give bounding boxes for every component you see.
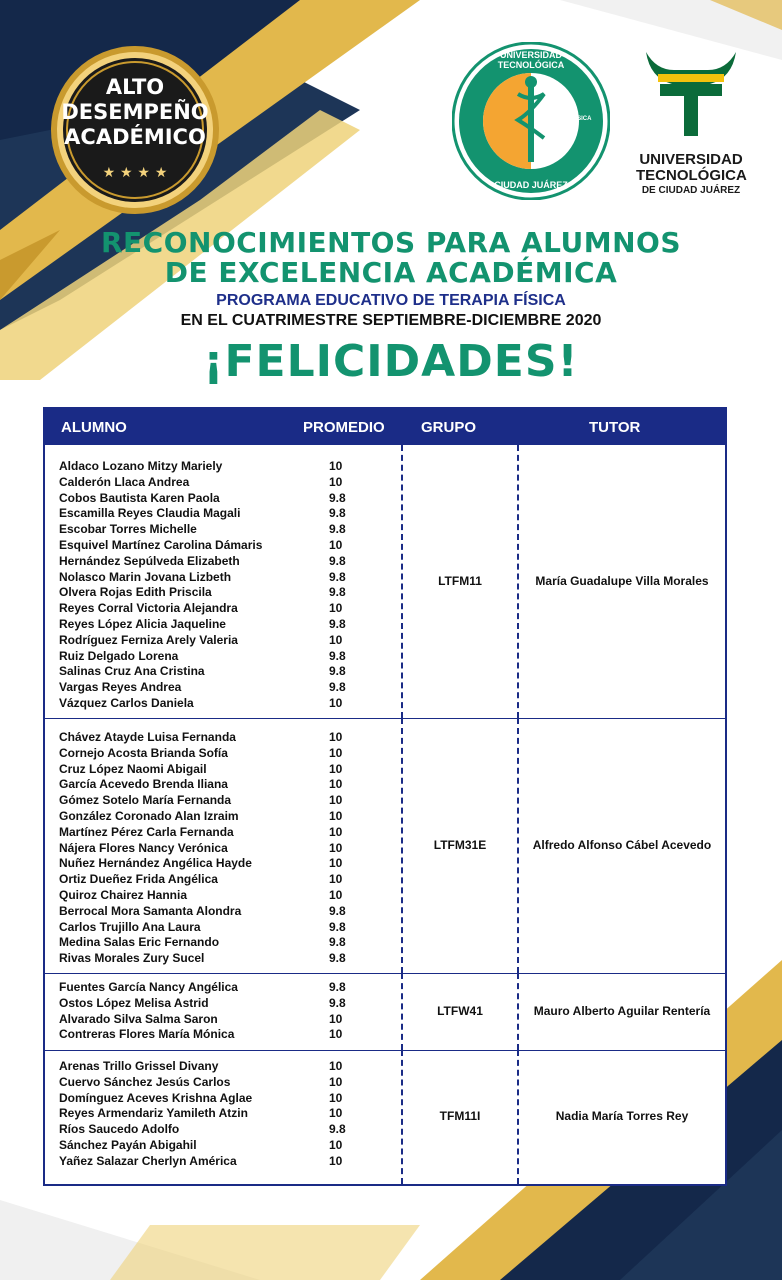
student-average: 10: [329, 1106, 343, 1121]
student-name: García Acevedo Brenda Iliana: [59, 777, 228, 792]
student-average: 10: [329, 730, 343, 744]
felicidades-heading: ¡FELICIDADES!: [203, 336, 579, 387]
students-table: [43, 407, 727, 1186]
student-average: 10: [329, 1090, 343, 1105]
period-subtitle: EN EL CUATRIMESTRE SEPTIEMBRE-DICIEMBRE 2020: [180, 312, 602, 329]
student-name: Hernández Sepúlveda Elizabeth: [59, 553, 240, 568]
student-average: 10: [329, 1027, 343, 1042]
terapia-fisica-logo: [452, 42, 610, 200]
group-code: LTFM11: [438, 573, 482, 588]
student-name: Vázquez Carlos Daniela: [59, 696, 194, 710]
badge-stars: ★ ★ ★ ★: [102, 165, 168, 181]
student-name: Nuñez Hernández Angélica Hayde: [59, 856, 252, 871]
student-average: 10: [329, 1074, 343, 1089]
student-average: 10: [329, 745, 343, 760]
student-average: 10: [329, 1153, 343, 1168]
table-header: [45, 409, 725, 445]
student-average: 10: [329, 1011, 343, 1026]
student-name: Escamilla Reyes Claudia Magali: [59, 506, 241, 521]
student-name: Reyes López Alicia Jaqueline: [59, 617, 226, 631]
header-promedio: PROMEDIO: [303, 419, 385, 436]
student-average: 9.8: [329, 919, 346, 934]
student-name: Contreras Flores María Mónica: [59, 1027, 235, 1042]
student-name: Nolasco Marin Jovana Lizbeth: [59, 569, 232, 584]
table-group: [45, 1050, 725, 1184]
student-average: 9.8: [329, 980, 346, 994]
student-name: Yañez Salazar Cherlyn América: [59, 1153, 237, 1168]
student-average: 10: [329, 1138, 343, 1152]
student-average: 10: [329, 840, 343, 855]
student-name: Gómez Sotelo María Fernanda: [59, 793, 232, 808]
student-name: Nájera Flores Nancy Verónica: [59, 840, 228, 855]
logo-circle-top-text: UNIVERSIDAD TECNOLÓGICA: [497, 50, 565, 70]
group-tutor: Mauro Alberto Aguilar Rentería: [533, 1003, 711, 1018]
group-code: TFM11I: [439, 1109, 481, 1123]
student-name: Ortiz Dueñez Frida Angélica: [59, 872, 218, 887]
student-average: 10: [329, 824, 343, 839]
student-name: Olvera Rojas Edith Priscila: [59, 585, 212, 600]
student-average: 9.8: [329, 553, 346, 568]
student-name: Calderón Llaca Andrea: [59, 474, 190, 489]
student-name: Berrocal Mora Samanta Alondra: [59, 903, 242, 918]
student-average: 10: [329, 761, 343, 776]
student-average: 9.8: [329, 951, 346, 966]
student-average: 10: [329, 1059, 343, 1073]
student-name: Cornejo Acosta Brianda Sofía: [59, 745, 228, 760]
student-name: Alvarado Silva Salma Saron: [59, 1011, 218, 1026]
utcj-line-1: UNIVERSIDAD: [639, 151, 743, 168]
header-grupo: GRUPO: [421, 419, 477, 436]
student-name: Quiroz Chairez Hannia: [59, 888, 188, 902]
student-name: Aldaco Lozano Mitzy Mariely: [59, 459, 223, 473]
group-tutor: María Guadalupe Villa Morales: [535, 573, 709, 588]
group-code: LTFM31E: [433, 837, 487, 852]
student-name: Cruz López Naomi Abigail: [59, 761, 207, 776]
alto-desempeno-badge: [46, 45, 224, 215]
student-name: González Coronado Alan Izraim: [59, 809, 239, 823]
student-average: 9.8: [329, 506, 346, 521]
student-name: Medina Salas Eric Fernando: [59, 935, 220, 950]
logo-circle-bottom-text: CIUDAD JUÁREZ: [494, 180, 568, 190]
student-name: Martínez Pérez Carla Fernanda: [59, 824, 234, 839]
student-name: Cobos Bautista Karen Paola: [59, 490, 220, 505]
student-average: 10: [329, 777, 343, 792]
student-name: Ríos Saucedo Adolfo: [59, 1122, 180, 1137]
student-average: 9.8: [329, 648, 346, 663]
student-average: 10: [329, 538, 343, 552]
table-group: [45, 718, 725, 974]
utcj-line-3: DE CIUDAD JUÁREZ: [641, 185, 741, 196]
student-average: 10: [329, 696, 343, 710]
student-name: Carlos Trujillo Ana Laura: [59, 919, 201, 934]
badge-line-2: DESEMPEÑO: [61, 100, 209, 124]
student-name: Sánchez Payán Abigahil: [59, 1138, 197, 1152]
student-name: Rivas Morales Zury Sucel: [59, 951, 205, 966]
badge-line-3: ACADÉMICO: [64, 125, 206, 149]
student-average: 10: [329, 809, 343, 823]
header-tutor: TUTOR: [589, 419, 641, 436]
utcj-line-2: TECNOLÓGICA: [636, 167, 747, 184]
student-average: 9.8: [329, 903, 346, 918]
student-name: Escobar Torres Michelle: [59, 522, 197, 537]
student-average: 10: [329, 632, 343, 647]
student-average: 9.8: [329, 935, 346, 950]
table-group: [45, 973, 725, 1051]
student-name: Reyes Armendariz Yamileth Atzin: [59, 1106, 248, 1121]
student-name: Fuentes García Nancy Angélica: [59, 980, 238, 994]
group-code: LTFW41: [437, 1003, 483, 1018]
student-average: 9.8: [329, 585, 346, 600]
student-name: Ostos López Melisa Astrid: [59, 995, 209, 1010]
student-name: Domínguez Aceves Krishna Aglae: [59, 1090, 253, 1105]
student-average: 10: [329, 793, 343, 808]
student-name: Rodríguez Ferniza Arely Valeria: [59, 632, 238, 647]
student-average: 10: [329, 459, 343, 473]
student-average: 9.8: [329, 664, 346, 679]
student-name: Chávez Atayde Luisa Fernanda: [59, 730, 236, 744]
header-alumno: ALUMNO: [61, 419, 127, 436]
student-name: Ruiz Delgado Lorena: [59, 648, 179, 663]
group-tutor: Nadia María Torres Rey: [555, 1109, 689, 1123]
badge-line-1: ALTO: [105, 75, 165, 99]
student-name: Reyes Corral Victoria Alejandra: [59, 601, 238, 616]
student-average: 9.8: [329, 569, 346, 584]
student-average: 10: [329, 888, 343, 902]
student-average: 9.8: [329, 995, 346, 1010]
student-average: 9.8: [329, 522, 346, 537]
student-name: Arenas Trillo Grissel Divany: [59, 1059, 219, 1073]
student-average: 9.8: [329, 1122, 346, 1137]
logo-circle-inner-text: TERAPIA FÍSICA: [544, 116, 592, 122]
student-average: 10: [329, 601, 343, 616]
utcj-logo: [636, 44, 746, 204]
student-name: Vargas Reyes Andrea: [59, 680, 182, 695]
title-line-2: DE EXCELENCIA ACADÉMICA: [164, 256, 618, 289]
student-average: 10: [329, 474, 343, 489]
student-average: 9.8: [329, 680, 346, 695]
table-group: [45, 445, 725, 719]
student-average: 9.8: [329, 617, 346, 631]
student-name: Cuervo Sánchez Jesús Carlos: [59, 1074, 231, 1089]
student-name: Salinas Cruz Ana Cristina: [59, 664, 205, 679]
bull-logo-icon: [636, 44, 746, 144]
title-line-1: RECONOCIMIENTOS PARA ALUMNOS: [100, 226, 681, 259]
student-average: 10: [329, 856, 343, 871]
student-average: 10: [329, 872, 343, 887]
student-name: Esquivel Martínez Carolina Dámaris: [59, 538, 263, 552]
student-average: 9.8: [329, 490, 346, 505]
group-tutor: Alfredo Alfonso Cábel Acevedo: [532, 837, 712, 852]
program-subtitle: PROGRAMA EDUCATIVO DE TERAPIA FÍSICA: [216, 292, 566, 309]
